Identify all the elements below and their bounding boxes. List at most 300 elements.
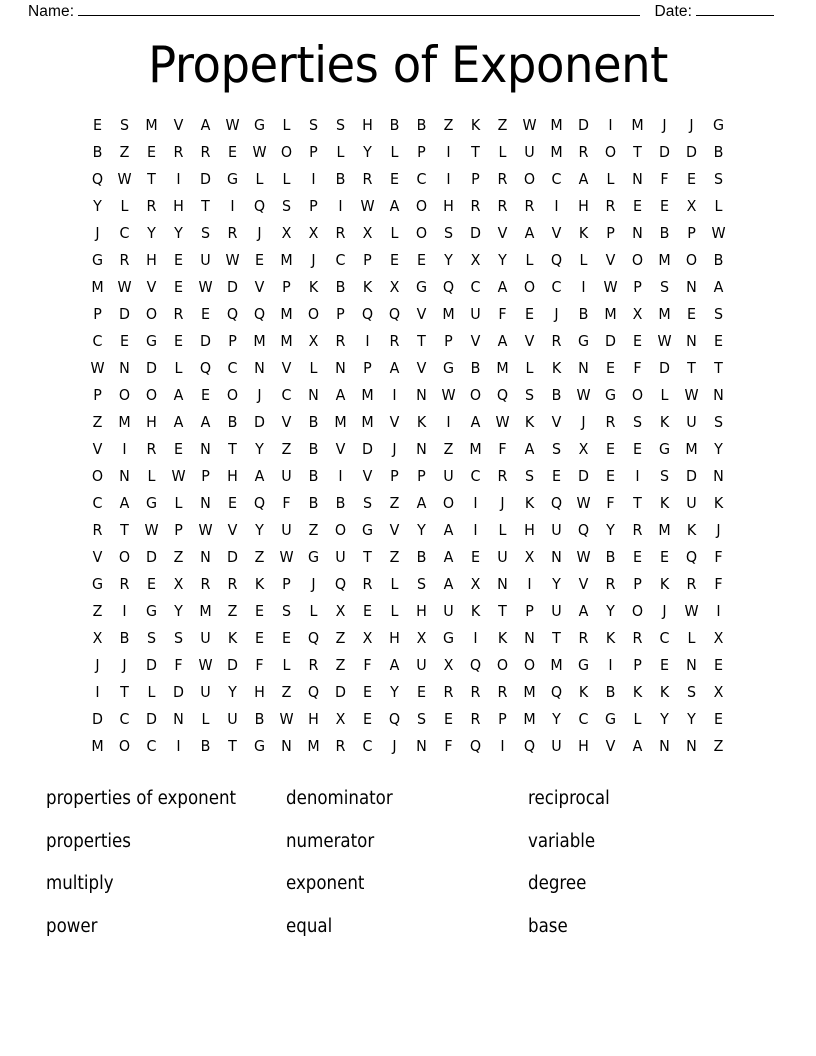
grid-cell[interactable]: R [308, 656, 319, 674]
grid-cell[interactable]: Q [442, 278, 455, 296]
grid-cell[interactable]: N [686, 278, 697, 296]
grid-cell[interactable]: F [363, 656, 372, 674]
grid-cell[interactable]: H [578, 737, 589, 755]
grid-cell[interactable]: I [338, 197, 343, 215]
grid-cell[interactable]: R [578, 629, 589, 647]
grid-cell[interactable]: P [282, 575, 291, 593]
grid-cell[interactable]: I [527, 575, 532, 593]
grid-cell[interactable]: O [118, 548, 131, 566]
grid-cell[interactable]: I [392, 386, 397, 404]
grid-cell[interactable]: E [173, 278, 183, 296]
grid-cell[interactable]: O [307, 305, 320, 323]
grid-cell[interactable]: W [576, 548, 591, 566]
grid-cell[interactable]: J [122, 656, 127, 674]
grid-cell[interactable]: L [120, 197, 129, 215]
name-write-in-line[interactable] [78, 2, 640, 16]
grid-cell[interactable]: M [550, 656, 563, 674]
grid-cell[interactable]: R [335, 737, 346, 755]
grid-cell[interactable]: L [390, 143, 399, 161]
grid-cell[interactable]: N [200, 440, 211, 458]
grid-cell[interactable]: J [554, 305, 559, 323]
grid-cell[interactable]: Q [469, 737, 482, 755]
grid-cell[interactable]: K [470, 116, 481, 134]
grid-cell[interactable]: I [581, 278, 586, 296]
grid-cell[interactable]: K [227, 629, 238, 647]
grid-cell[interactable]: T [417, 332, 426, 350]
grid-cell[interactable]: O [334, 521, 347, 539]
grid-cell[interactable]: F [444, 737, 453, 755]
grid-cell[interactable]: V [146, 278, 157, 296]
grid-cell[interactable]: C [362, 737, 373, 755]
grid-cell[interactable]: D [605, 332, 616, 350]
grid-cell[interactable]: N [578, 359, 589, 377]
grid-cell[interactable]: A [632, 737, 643, 755]
grid-cell[interactable]: A [200, 413, 211, 431]
grid-cell[interactable]: R [200, 575, 211, 593]
grid-cell[interactable]: R [119, 251, 130, 269]
grid-cell[interactable]: D [146, 656, 157, 674]
grid-cell[interactable]: A [254, 467, 265, 485]
grid-cell[interactable]: J [581, 413, 586, 431]
grid-cell[interactable]: Y [498, 251, 507, 269]
grid-cell[interactable]: I [230, 197, 235, 215]
grid-cell[interactable]: Z [254, 548, 265, 566]
grid-cell[interactable]: C [659, 629, 670, 647]
grid-cell[interactable]: J [311, 251, 316, 269]
grid-cell[interactable]: O [145, 386, 158, 404]
grid-cell[interactable]: B [335, 278, 346, 296]
grid-cell[interactable]: F [498, 440, 507, 458]
grid-cell[interactable]: N [254, 359, 265, 377]
grid-cell[interactable]: U [470, 305, 481, 323]
grid-cell[interactable]: E [443, 710, 453, 728]
grid-cell[interactable]: E [254, 251, 264, 269]
grid-cell[interactable]: N [632, 224, 643, 242]
grid-cell[interactable]: S [416, 575, 427, 593]
grid-cell[interactable]: E [254, 629, 264, 647]
grid-cell[interactable]: Y [255, 440, 264, 458]
grid-cell[interactable]: Q [226, 305, 239, 323]
grid-cell[interactable]: E [389, 170, 399, 188]
grid-cell[interactable]: N [659, 737, 670, 755]
grid-cell[interactable]: V [551, 224, 562, 242]
grid-cell[interactable]: L [282, 170, 291, 188]
grid-cell[interactable]: B [335, 494, 346, 512]
grid-cell[interactable]: G [604, 386, 617, 404]
grid-cell[interactable]: R [686, 575, 697, 593]
grid-cell[interactable]: O [415, 224, 428, 242]
grid-cell[interactable]: O [145, 305, 158, 323]
grid-cell[interactable]: E [713, 656, 723, 674]
grid-cell[interactable]: Q [388, 710, 401, 728]
grid-cell[interactable]: L [633, 710, 642, 728]
grid-cell[interactable]: M [523, 710, 536, 728]
grid-cell[interactable]: K [578, 683, 589, 701]
grid-cell[interactable]: D [146, 548, 157, 566]
grid-cell[interactable]: O [631, 602, 644, 620]
grid-cell[interactable]: X [632, 305, 643, 323]
grid-cell[interactable]: W [495, 413, 510, 431]
grid-cell[interactable]: V [227, 521, 238, 539]
grid-cell[interactable]: D [92, 710, 103, 728]
grid-cell[interactable]: W [144, 521, 159, 539]
grid-cell[interactable]: O [604, 143, 617, 161]
grid-cell[interactable]: E [605, 467, 615, 485]
grid-cell[interactable]: V [389, 413, 400, 431]
grid-cell[interactable]: V [173, 116, 184, 134]
grid-cell[interactable]: S [713, 305, 724, 323]
grid-cell[interactable]: V [524, 332, 535, 350]
grid-cell[interactable]: W [198, 656, 213, 674]
grid-cell[interactable]: O [118, 386, 131, 404]
grid-cell[interactable]: Z [443, 116, 454, 134]
grid-cell[interactable]: B [308, 494, 319, 512]
grid-cell[interactable]: Y [552, 710, 561, 728]
grid-cell[interactable]: P [309, 197, 318, 215]
grid-cell[interactable]: A [389, 656, 400, 674]
grid-cell[interactable]: K [497, 629, 508, 647]
grid-cell[interactable]: A [443, 548, 454, 566]
grid-cell[interactable]: B [308, 413, 319, 431]
grid-cell[interactable]: M [91, 278, 104, 296]
grid-cell[interactable]: E [200, 305, 210, 323]
grid-cell[interactable]: M [550, 143, 563, 161]
grid-cell[interactable]: W [279, 548, 294, 566]
grid-cell[interactable]: E [605, 359, 615, 377]
grid-cell[interactable]: Y [363, 143, 372, 161]
grid-cell[interactable]: R [470, 197, 481, 215]
grid-cell[interactable]: K [551, 359, 562, 377]
grid-cell[interactable]: R [173, 143, 184, 161]
grid-cell[interactable]: A [524, 224, 535, 242]
grid-cell[interactable]: R [362, 170, 373, 188]
grid-cell[interactable]: I [122, 440, 127, 458]
grid-cell[interactable]: Q [577, 521, 590, 539]
grid-cell[interactable]: T [714, 359, 723, 377]
grid-cell[interactable]: S [200, 224, 211, 242]
grid-cell[interactable]: V [362, 467, 373, 485]
grid-cell[interactable]: D [578, 116, 589, 134]
grid-cell[interactable]: K [254, 575, 265, 593]
grid-cell[interactable]: Y [606, 521, 615, 539]
grid-cell[interactable]: I [473, 494, 478, 512]
grid-cell[interactable]: K [632, 683, 643, 701]
grid-cell[interactable]: I [311, 170, 316, 188]
grid-cell[interactable]: P [336, 305, 345, 323]
grid-cell[interactable]: P [498, 710, 507, 728]
grid-cell[interactable]: Y [606, 602, 615, 620]
grid-cell[interactable]: Z [119, 143, 130, 161]
grid-cell[interactable]: B [551, 386, 562, 404]
grid-cell[interactable]: Y [93, 197, 102, 215]
grid-cell[interactable]: R [119, 575, 130, 593]
grid-cell[interactable]: E [713, 332, 723, 350]
grid-cell[interactable]: R [389, 332, 400, 350]
grid-cell[interactable]: F [633, 359, 642, 377]
grid-cell[interactable]: I [95, 683, 100, 701]
grid-cell[interactable]: B [416, 548, 427, 566]
grid-cell[interactable]: A [497, 278, 508, 296]
grid-cell[interactable]: R [632, 629, 643, 647]
grid-cell[interactable]: L [606, 170, 615, 188]
grid-cell[interactable]: G [712, 116, 725, 134]
grid-cell[interactable]: N [416, 440, 427, 458]
grid-cell[interactable]: R [497, 170, 508, 188]
grid-cell[interactable]: W [684, 386, 699, 404]
grid-cell[interactable]: R [497, 683, 508, 701]
grid-cell[interactable]: L [390, 224, 399, 242]
grid-cell[interactable]: S [362, 494, 373, 512]
grid-cell[interactable]: W [117, 170, 132, 188]
grid-cell[interactable]: S [308, 116, 319, 134]
grid-cell[interactable]: L [201, 710, 210, 728]
grid-cell[interactable]: M [199, 602, 212, 620]
grid-cell[interactable]: X [308, 332, 319, 350]
grid-cell[interactable]: J [500, 494, 505, 512]
grid-cell[interactable]: C [416, 170, 427, 188]
grid-cell[interactable]: M [91, 737, 104, 755]
grid-cell[interactable]: E [659, 197, 669, 215]
grid-cell[interactable]: E [119, 332, 129, 350]
grid-cell[interactable]: L [282, 116, 291, 134]
grid-cell[interactable]: V [416, 359, 427, 377]
grid-cell[interactable]: R [362, 575, 373, 593]
word-list-item[interactable]: denominator [286, 788, 393, 809]
grid-cell[interactable]: B [254, 710, 265, 728]
grid-cell[interactable]: E [524, 305, 534, 323]
grid-cell[interactable]: U [200, 683, 211, 701]
grid-cell[interactable]: N [308, 386, 319, 404]
grid-cell[interactable]: A [524, 440, 535, 458]
grid-cell[interactable]: P [606, 224, 615, 242]
grid-cell[interactable]: S [335, 116, 346, 134]
grid-cell[interactable]: U [551, 737, 562, 755]
grid-cell[interactable]: X [470, 251, 481, 269]
grid-cell[interactable]: D [119, 305, 130, 323]
grid-cell[interactable]: D [200, 170, 211, 188]
grid-cell[interactable]: D [659, 143, 670, 161]
grid-cell[interactable]: B [200, 737, 211, 755]
grid-cell[interactable]: N [686, 656, 697, 674]
grid-cell[interactable]: X [416, 629, 427, 647]
grid-cell[interactable]: K [308, 278, 319, 296]
grid-cell[interactable]: C [146, 737, 157, 755]
grid-cell[interactable]: B [605, 683, 616, 701]
grid-cell[interactable]: Y [687, 710, 696, 728]
grid-cell[interactable]: P [282, 278, 291, 296]
grid-cell[interactable]: A [173, 413, 184, 431]
grid-cell[interactable]: T [633, 143, 642, 161]
grid-cell[interactable]: B [659, 224, 670, 242]
grid-cell[interactable]: R [146, 440, 157, 458]
grid-cell[interactable]: J [689, 116, 694, 134]
grid-cell[interactable]: S [713, 170, 724, 188]
grid-cell[interactable]: E [659, 656, 669, 674]
grid-cell[interactable]: H [578, 197, 589, 215]
grid-cell[interactable]: S [632, 413, 643, 431]
grid-cell[interactable]: Y [174, 224, 183, 242]
grid-cell[interactable]: U [200, 629, 211, 647]
grid-cell[interactable]: B [470, 359, 481, 377]
grid-cell[interactable]: R [227, 224, 238, 242]
grid-cell[interactable]: F [255, 656, 264, 674]
grid-cell[interactable]: E [362, 710, 372, 728]
grid-cell[interactable]: X [443, 656, 454, 674]
grid-cell[interactable]: S [659, 467, 670, 485]
grid-cell[interactable]: U [416, 656, 427, 674]
grid-cell[interactable]: W [441, 386, 456, 404]
grid-cell[interactable]: P [309, 143, 318, 161]
grid-cell[interactable]: L [147, 467, 156, 485]
grid-cell[interactable]: I [176, 170, 181, 188]
grid-cell[interactable]: C [470, 467, 481, 485]
grid-cell[interactable]: V [281, 413, 292, 431]
grid-cell[interactable]: D [686, 467, 697, 485]
grid-cell[interactable]: V [578, 575, 589, 593]
grid-cell[interactable]: Y [147, 224, 156, 242]
grid-cell[interactable]: I [176, 737, 181, 755]
grid-cell[interactable]: H [308, 710, 319, 728]
grid-cell[interactable]: B [227, 413, 238, 431]
grid-cell[interactable]: O [91, 467, 104, 485]
grid-cell[interactable]: X [335, 602, 346, 620]
grid-cell[interactable]: E [713, 710, 723, 728]
grid-cell[interactable]: X [92, 629, 103, 647]
grid-cell[interactable]: S [686, 683, 697, 701]
grid-cell[interactable]: W [198, 278, 213, 296]
grid-cell[interactable]: G [226, 170, 239, 188]
grid-cell[interactable]: A [497, 332, 508, 350]
grid-cell[interactable]: Q [550, 494, 563, 512]
grid-cell[interactable]: Z [335, 656, 346, 674]
grid-cell[interactable]: L [309, 602, 318, 620]
grid-cell[interactable]: L [174, 359, 183, 377]
grid-cell[interactable]: H [362, 116, 373, 134]
grid-cell[interactable]: R [605, 413, 616, 431]
grid-cell[interactable]: R [335, 224, 346, 242]
grid-cell[interactable]: Q [91, 170, 104, 188]
grid-cell[interactable]: Q [523, 737, 536, 755]
grid-cell[interactable]: V [254, 278, 265, 296]
grid-cell[interactable]: H [443, 197, 454, 215]
word-list-item[interactable]: numerator [286, 830, 375, 852]
grid-cell[interactable]: A [578, 602, 589, 620]
grid-cell[interactable]: B [389, 116, 400, 134]
grid-cell[interactable]: B [308, 440, 319, 458]
grid-cell[interactable]: A [119, 494, 130, 512]
grid-cell[interactable]: Q [307, 629, 320, 647]
grid-cell[interactable]: M [253, 332, 266, 350]
grid-cell[interactable]: M [280, 251, 293, 269]
grid-cell[interactable]: T [228, 440, 237, 458]
grid-cell[interactable]: E [686, 170, 696, 188]
grid-cell[interactable]: Z [227, 602, 238, 620]
grid-cell[interactable]: S [281, 602, 292, 620]
grid-cell[interactable]: U [497, 548, 508, 566]
grid-cell[interactable]: Q [253, 305, 266, 323]
grid-cell[interactable]: P [363, 251, 372, 269]
grid-cell[interactable]: L [174, 494, 183, 512]
grid-cell[interactable]: X [362, 629, 373, 647]
grid-cell[interactable]: Z [92, 413, 103, 431]
grid-cell[interactable]: E [227, 494, 237, 512]
grid-cell[interactable]: E [470, 548, 480, 566]
grid-cell[interactable]: I [635, 467, 640, 485]
grid-cell[interactable]: W [522, 116, 537, 134]
word-list-item[interactable]: power [46, 915, 98, 937]
grid-cell[interactable]: P [633, 656, 642, 674]
grid-cell[interactable]: K [578, 224, 589, 242]
grid-cell[interactable]: E [632, 548, 642, 566]
grid-cell[interactable]: M [658, 251, 671, 269]
grid-cell[interactable]: W [225, 116, 240, 134]
grid-cell[interactable]: U [281, 521, 292, 539]
grid-cell[interactable]: L [390, 575, 399, 593]
grid-cell[interactable]: B [92, 143, 103, 161]
grid-cell[interactable]: K [713, 494, 724, 512]
grid-cell[interactable]: T [228, 737, 237, 755]
grid-cell[interactable]: P [444, 332, 453, 350]
grid-cell[interactable]: O [631, 386, 644, 404]
grid-cell[interactable]: W [576, 494, 591, 512]
grid-cell[interactable]: P [174, 521, 183, 539]
grid-cell[interactable]: E [632, 197, 642, 215]
grid-cell[interactable]: D [146, 710, 157, 728]
grid-cell[interactable]: H [416, 602, 427, 620]
grid-cell[interactable]: D [335, 683, 346, 701]
grid-cell[interactable]: K [659, 413, 670, 431]
grid-cell[interactable]: Q [334, 575, 347, 593]
grid-cell[interactable]: M [604, 305, 617, 323]
grid-cell[interactable]: F [660, 170, 669, 188]
grid-cell[interactable]: F [714, 575, 723, 593]
grid-cell[interactable]: L [660, 386, 669, 404]
grid-cell[interactable]: O [496, 656, 509, 674]
grid-cell[interactable]: Z [173, 548, 184, 566]
grid-cell[interactable]: U [686, 413, 697, 431]
grid-cell[interactable]: O [415, 197, 428, 215]
grid-cell[interactable]: O [523, 656, 536, 674]
grid-cell[interactable]: M [496, 359, 509, 377]
grid-cell[interactable]: J [716, 521, 721, 539]
grid-cell[interactable]: H [524, 521, 535, 539]
grid-cell[interactable]: T [363, 548, 372, 566]
grid-cell[interactable]: Z [308, 521, 319, 539]
grid-cell[interactable]: R [524, 197, 535, 215]
grid-cell[interactable]: M [280, 332, 293, 350]
grid-cell[interactable]: V [551, 413, 562, 431]
grid-cell[interactable]: Z [92, 602, 103, 620]
grid-cell[interactable]: D [146, 359, 157, 377]
grid-cell[interactable]: P [390, 467, 399, 485]
grid-cell[interactable]: Z [389, 548, 400, 566]
grid-cell[interactable]: C [470, 278, 481, 296]
grid-cell[interactable]: X [686, 197, 697, 215]
grid-cell[interactable]: E [254, 602, 264, 620]
grid-cell[interactable]: Z [389, 494, 400, 512]
grid-cell[interactable]: W [360, 197, 375, 215]
grid-cell[interactable]: Z [497, 116, 508, 134]
grid-cell[interactable]: I [446, 170, 451, 188]
grid-cell[interactable]: P [633, 575, 642, 593]
grid-cell[interactable]: G [577, 656, 590, 674]
grid-cell[interactable]: P [417, 143, 426, 161]
grid-cell[interactable]: P [687, 224, 696, 242]
grid-cell[interactable]: R [173, 305, 184, 323]
grid-cell[interactable]: E [389, 251, 399, 269]
grid-cell[interactable]: Q [253, 494, 266, 512]
grid-cell[interactable]: D [254, 413, 265, 431]
